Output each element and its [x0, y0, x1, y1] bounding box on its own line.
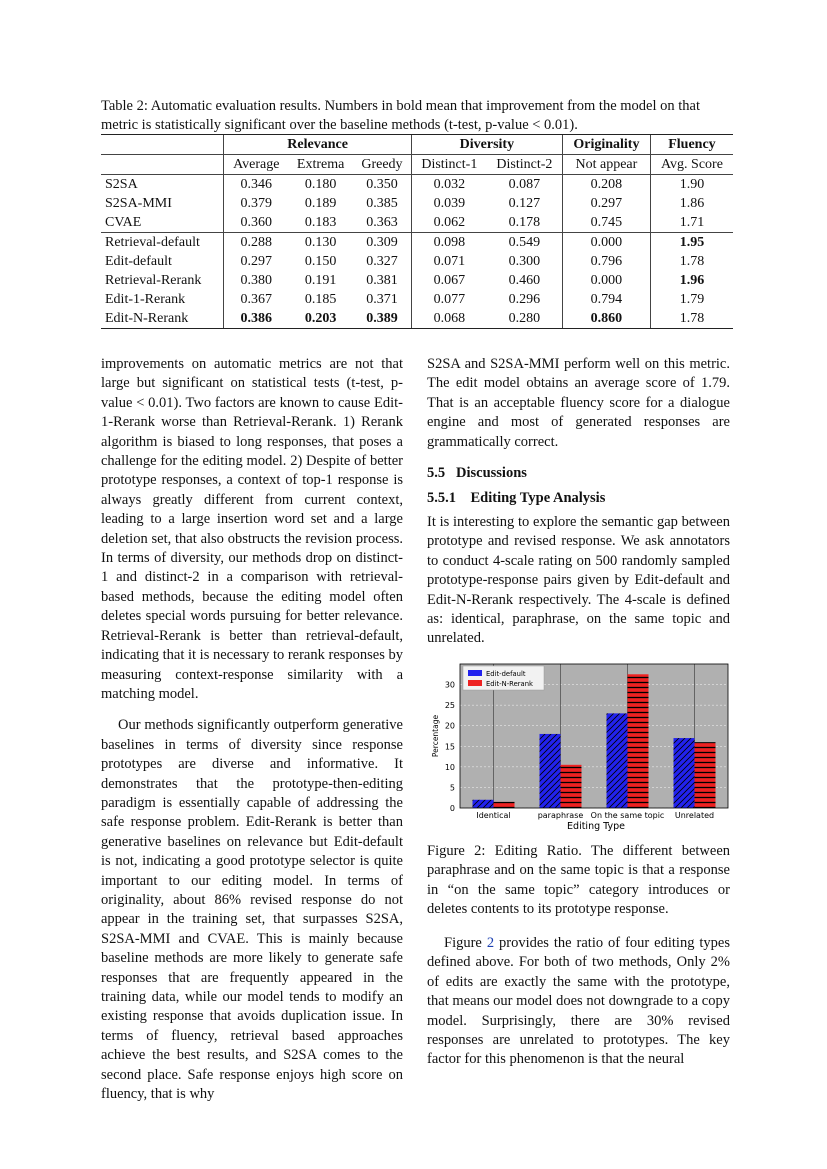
cell-value: 0.309	[366, 234, 398, 250]
cell-value: 1.86	[679, 195, 705, 211]
cell-value: 0.150	[304, 253, 337, 269]
table-cell	[288, 194, 353, 213]
column-header: Extrema	[288, 155, 353, 175]
table-caption: Table 2: Automatic evaluation results. Numbers in bold mean that improvement from the model on that metric is statistically significant over the baseline methods (t-test, p-value < 0.01).	[101, 98, 700, 133]
table-cell	[562, 271, 650, 290]
y-tick-label: 30	[444, 680, 455, 690]
right-paragraph-3	[427, 934, 730, 1070]
bar-edit-n-rerank	[695, 742, 716, 808]
cell-value: 0.062	[433, 214, 466, 230]
table-cell	[562, 233, 650, 253]
row-label: Edit-N-Rerank	[101, 309, 224, 329]
column-header: Average	[224, 155, 288, 175]
table-cell	[224, 271, 288, 290]
cell-value: 0.794	[590, 291, 623, 307]
table-cell	[487, 194, 563, 213]
cell-value: 0.280	[508, 310, 541, 326]
table-row	[101, 252, 733, 271]
cell-value: 0.087	[508, 176, 541, 192]
cell-value: 0.381	[366, 272, 398, 288]
bar-edit-n-rerank	[628, 674, 649, 808]
y-tick-label: 25	[444, 701, 455, 711]
row-label: S2SA-MMI	[105, 195, 172, 211]
table-row	[101, 233, 733, 253]
table-cell	[353, 290, 411, 309]
group-header-relevance: Relevance	[224, 135, 411, 155]
table-cell	[224, 309, 288, 329]
table-row	[101, 213, 733, 233]
table-corner	[101, 135, 224, 155]
subsection-heading	[427, 489, 730, 508]
table-cell	[411, 233, 487, 253]
column-header: Distinct-1	[411, 155, 487, 175]
table-group-header	[101, 135, 733, 155]
right-column	[427, 355, 730, 649]
cell-value: 0.077	[433, 291, 466, 307]
table-cell	[487, 290, 563, 309]
group-header-originality: Originality	[562, 135, 650, 155]
table-cell	[650, 175, 733, 195]
y-axis-label: Percentage	[431, 714, 440, 758]
section-heading	[427, 464, 730, 483]
cell-value: 0.385	[366, 195, 398, 211]
cell-value: 0.296	[508, 291, 541, 307]
cell-value: 0.360	[240, 214, 273, 230]
table-cell	[411, 252, 487, 271]
legend-entry: Edit-default	[486, 670, 526, 678]
table-cell	[411, 194, 487, 213]
table-cell	[353, 213, 411, 233]
table-cell	[411, 175, 487, 195]
cell-value: 1.95	[679, 234, 705, 250]
left-paragraph-1: improvements on automatic metrics are not that large but significant on statistical tests (t-test, p-value < 0.01). Two factors are known to cause Edit-1-Rerank worse than Retrieval-Rerank. 1) Rerank algorithm is biased to long responses, that poses a challenge for the editing model. 2) Despite of better prototype responses, a context of top-1 response is always greatly different from current context, leading to a large insertion word set and a large deletion set, that also obstructs the revision process. In terms of diversity, our methods drop on distinct-1 and distinct-2 in a comparison with retrieval-based methods, because the editing model often deletes special words pursuing for better relevance. Retrieval-Rerank is better than retrieval-default, indicating that it is necessary to rerank responses by measuring context-response similarity with a matching model.	[101, 356, 404, 702]
table-cell	[562, 309, 650, 329]
cell-value: 1.71	[679, 214, 705, 230]
row-label: Retrieval-Rerank	[105, 272, 202, 288]
cell-value: 0.178	[508, 214, 541, 230]
cell-value: 0.860	[590, 310, 623, 326]
editing-ratio-figure	[427, 660, 732, 835]
cell-value: 1.78	[679, 310, 705, 326]
section-title: Discussions	[456, 465, 527, 482]
cell-value: 0.389	[366, 310, 398, 326]
cell-value: 0.203	[304, 310, 337, 326]
table-cell	[288, 309, 353, 329]
x-tick-label: On the same topic	[590, 811, 665, 820]
table-cell	[650, 252, 733, 271]
table-cell	[224, 194, 288, 213]
subsection-number: 5.5.1	[427, 490, 456, 507]
legend-entry: Edit-N-Rerank	[486, 680, 533, 688]
table-cell	[650, 194, 733, 213]
row-label: Edit-1-Rerank	[105, 291, 186, 307]
cell-value: 0.350	[366, 176, 398, 192]
cell-value: 0.363	[366, 214, 398, 230]
cell-value: 1.78	[679, 253, 705, 269]
cell-value: 0.180	[304, 176, 337, 192]
cell-value: 0.745	[590, 214, 623, 230]
cell-value: 1.96	[679, 272, 705, 288]
table-cell	[562, 290, 650, 309]
x-tick-label: Unrelated	[674, 811, 715, 820]
y-tick-label: 10	[444, 762, 455, 772]
cell-value: 0.130	[304, 234, 337, 250]
table-cell	[224, 213, 288, 233]
table-cell	[487, 271, 563, 290]
cell-value: 0.371	[366, 291, 398, 307]
y-tick-label: 0	[449, 804, 455, 813]
cell-value: 0.327	[366, 253, 398, 269]
cell-value: 0.098	[433, 234, 466, 250]
table-cell	[487, 175, 563, 195]
table-cell	[224, 233, 288, 253]
cell-value: 0.000	[590, 272, 623, 288]
table-row	[101, 290, 733, 309]
table-cell	[562, 213, 650, 233]
table-row	[101, 175, 733, 195]
cell-value: 0.039	[433, 195, 466, 211]
table-cell	[487, 309, 563, 329]
row-label: S2SA	[105, 176, 138, 192]
table-cell	[224, 252, 288, 271]
cell-value: 0.032	[433, 176, 466, 192]
left-paragraph-2: Our methods significantly outperform generative baselines in terms of diversity since response prototypes are diverse and informative. It demonstrates that the prototype-then-editing paradigm is essentially capable of addressing the safe response problem. Edit-Rerank is better than generative baselines on relevance but Edit-default is not, indicating a good prototype selector is quite important to our editing model. In terms of originality, about 86% revised response do not appear in the training set, that surpasses S2SA, S2SA-MMI and CVAE. This is mainly because baseline methods are more likely to generate safe responses that are frequently appeared in the training data, while our model tends to modify an existing response that avoids duplication issue. In terms of fluency, retrieval based approaches achieve the best results, and S2SA comes to the second place. Safe response enjoys high score on fluency, that is why	[101, 717, 403, 1103]
editing-ratio-chart	[427, 660, 732, 835]
bar-edit-default	[607, 713, 628, 808]
table-cell	[411, 271, 487, 290]
bar-edit-default	[473, 800, 494, 808]
cell-value: 0.460	[508, 272, 541, 288]
cell-value: 1.90	[679, 176, 705, 192]
column-header: Avg. Score	[650, 155, 733, 175]
row-label: CVAE	[105, 214, 142, 230]
left-column	[101, 355, 403, 1104]
table-cell	[288, 175, 353, 195]
cell-value: 0.380	[240, 272, 273, 288]
table-cell	[288, 290, 353, 309]
table-cell	[353, 271, 411, 290]
row-label: Retrieval-default	[101, 233, 224, 253]
table-cell	[487, 252, 563, 271]
cell-value: 0.386	[240, 310, 273, 326]
cell-value: 0.191	[304, 272, 337, 288]
x-axis-label: Editing Type	[567, 821, 625, 832]
cell-value: 0.297	[590, 195, 623, 211]
table-cell	[650, 271, 733, 290]
cell-value: 0.183	[304, 214, 337, 230]
cell-value: 0.346	[240, 176, 273, 192]
table-cell	[562, 175, 650, 195]
cell-value: 0.208	[590, 176, 623, 192]
results-table	[101, 134, 733, 329]
cell-value: 0.071	[433, 253, 466, 269]
table-cell	[353, 309, 411, 329]
table-cell	[562, 194, 650, 213]
cell-value: 0.297	[240, 253, 273, 269]
column-header: Distinct-2	[487, 155, 563, 175]
table-cell	[411, 213, 487, 233]
cell-value: 0.189	[304, 195, 337, 211]
table-cell	[353, 194, 411, 213]
cell-value: 0.185	[304, 291, 337, 307]
cell-value: 0.067	[433, 272, 466, 288]
y-tick-label: 15	[444, 742, 455, 752]
group-header-fluency: Fluency	[650, 135, 733, 155]
x-tick-label: paraphrase	[537, 811, 584, 820]
cell-value: 0.127	[508, 195, 541, 211]
table-row	[101, 194, 733, 213]
bar-edit-default	[540, 734, 561, 808]
table-cell	[288, 271, 353, 290]
legend-swatch	[468, 670, 482, 676]
y-tick-label: 20	[444, 721, 455, 731]
table-cell	[288, 213, 353, 233]
cell-value: 0.796	[590, 253, 623, 269]
p3-text-b: provides the ratio of four editing types defined above. For both of two methods, Only 2% of edits are exactly the same with the prototype, that means our model does not downgrade to a copy model. Surprisingly, there are 30% revised responses are unrelated to prototypes. The key factor for this phenomenon is that the neural	[427, 935, 731, 1068]
cell-value: 0.549	[508, 234, 541, 250]
table-cell	[650, 309, 733, 329]
bar-edit-default	[674, 738, 695, 808]
right-paragraph-2: It is interesting to explore the semantic gap between prototype and revised response. We ask annotators to conduct 4-scale rating on 500 randomly sampled prototype-response pairs given by Edit-default and Edit-N-Rerank respectively. The 4-scale is defined as: identical, paraphrase, on the same topic and unrelated.	[427, 514, 730, 647]
group-header-diversity: Diversity	[411, 135, 562, 155]
table-cell	[353, 175, 411, 195]
table-cell	[650, 233, 733, 253]
table-cell	[650, 213, 733, 233]
table-cell	[411, 290, 487, 309]
column-header: Greedy	[353, 155, 411, 175]
table-cell	[487, 213, 563, 233]
cell-value: 0.288	[240, 234, 273, 250]
table-row	[101, 271, 733, 290]
table-column-header	[101, 155, 733, 175]
table-cell	[562, 252, 650, 271]
table-cell	[487, 233, 563, 253]
figure-ref-link[interactable]: 2	[486, 935, 495, 951]
cell-value: 1.79	[679, 291, 705, 307]
legend-swatch	[468, 680, 482, 686]
table-row	[101, 309, 733, 329]
row-label: Edit-default	[105, 253, 172, 269]
figure-caption: Figure 2: Editing Ratio. The different between paraphrase and on the same topic is that a response in “on the same topic” category introduces or deletes contents to its prototype response.	[427, 843, 730, 918]
table-cell	[288, 252, 353, 271]
table-cell	[224, 290, 288, 309]
table-cell	[650, 290, 733, 309]
cell-value: 0.000	[590, 234, 623, 250]
x-tick-label: Identical	[476, 811, 511, 820]
cell-value: 0.379	[240, 195, 273, 211]
p3-text-a: Figure	[444, 935, 487, 951]
cell-value: 0.300	[508, 253, 541, 269]
table-cell	[288, 233, 353, 253]
table-corner-sub	[101, 155, 224, 175]
table-cell	[411, 309, 487, 329]
table-cell	[224, 175, 288, 195]
section-number: 5.5	[427, 465, 446, 482]
y-tick-label: 5	[449, 783, 455, 793]
subsection-title: Editing Type Analysis	[470, 490, 606, 507]
table-cell	[353, 252, 411, 271]
column-header: Not appear	[562, 155, 650, 175]
bar-edit-n-rerank	[494, 802, 515, 808]
cell-value: 0.068	[433, 310, 466, 326]
table-cell	[353, 233, 411, 253]
bar-edit-n-rerank	[561, 765, 582, 808]
cell-value: 0.367	[240, 291, 273, 307]
right-paragraph-1: S2SA and S2SA-MMI perform well on this metric. The edit model obtains an average score of 1.79. That is an acceptable fluency score for a dialogue engine and most of generated responses are grammatically correct.	[427, 356, 730, 450]
